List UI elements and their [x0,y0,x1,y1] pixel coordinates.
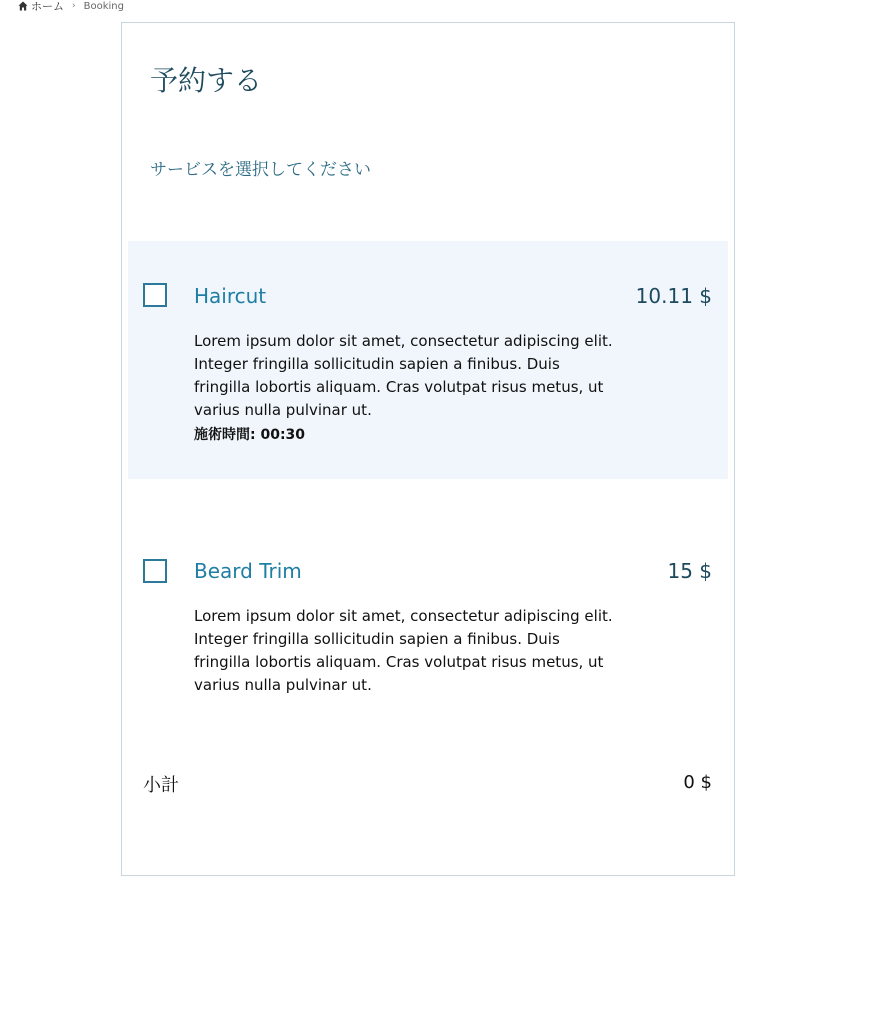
page-title: 予約する [150,64,263,97]
service-name-beard-trim[interactable]: Beard Trim [194,559,302,583]
service-description-beard-trim: Lorem ipsum dolor sit amet, consectetur adipiscing elit. Integer fringilla sollicitudin sapien a finibus. Duis fringilla lobortis aliquam. Cras volutpat risus metus, ut varius nulla pulvinar ut. [194,607,613,694]
subtotal-label: 小計 [143,775,179,796]
service-prompt: サービスを選択してください [150,160,371,180]
breadcrumb-separator: › [72,1,76,11]
service-item-beard-trim[interactable] [128,523,728,713]
service-name-haircut[interactable]: Haircut [194,284,267,308]
breadcrumb-home-label: ホーム [31,0,64,13]
breadcrumb-current: Booking [83,0,124,12]
home-icon [18,1,28,11]
service-price-beard-trim: 15 $ [667,559,712,583]
service-checkbox-haircut[interactable] [143,283,167,307]
subtotal-value: 0 $ [683,772,712,793]
service-description-haircut: Lorem ipsum dolor sit amet, consectetur adipiscing elit. Integer fringilla sollicitudin sapien a finibus. Duis fringilla lobortis aliquam. Cras volutpat risus metus, ut varius nulla pulvinar ut. [194,332,613,419]
service-price-haircut: 10.11 $ [635,284,712,308]
service-duration-haircut: 施術時間: 00:30 [194,427,306,443]
breadcrumb [18,0,124,13]
service-item-haircut[interactable] [128,241,728,479]
service-checkbox-beard-trim[interactable] [143,559,167,583]
breadcrumb-home-link[interactable] [18,0,64,14]
booking-card [121,22,735,876]
